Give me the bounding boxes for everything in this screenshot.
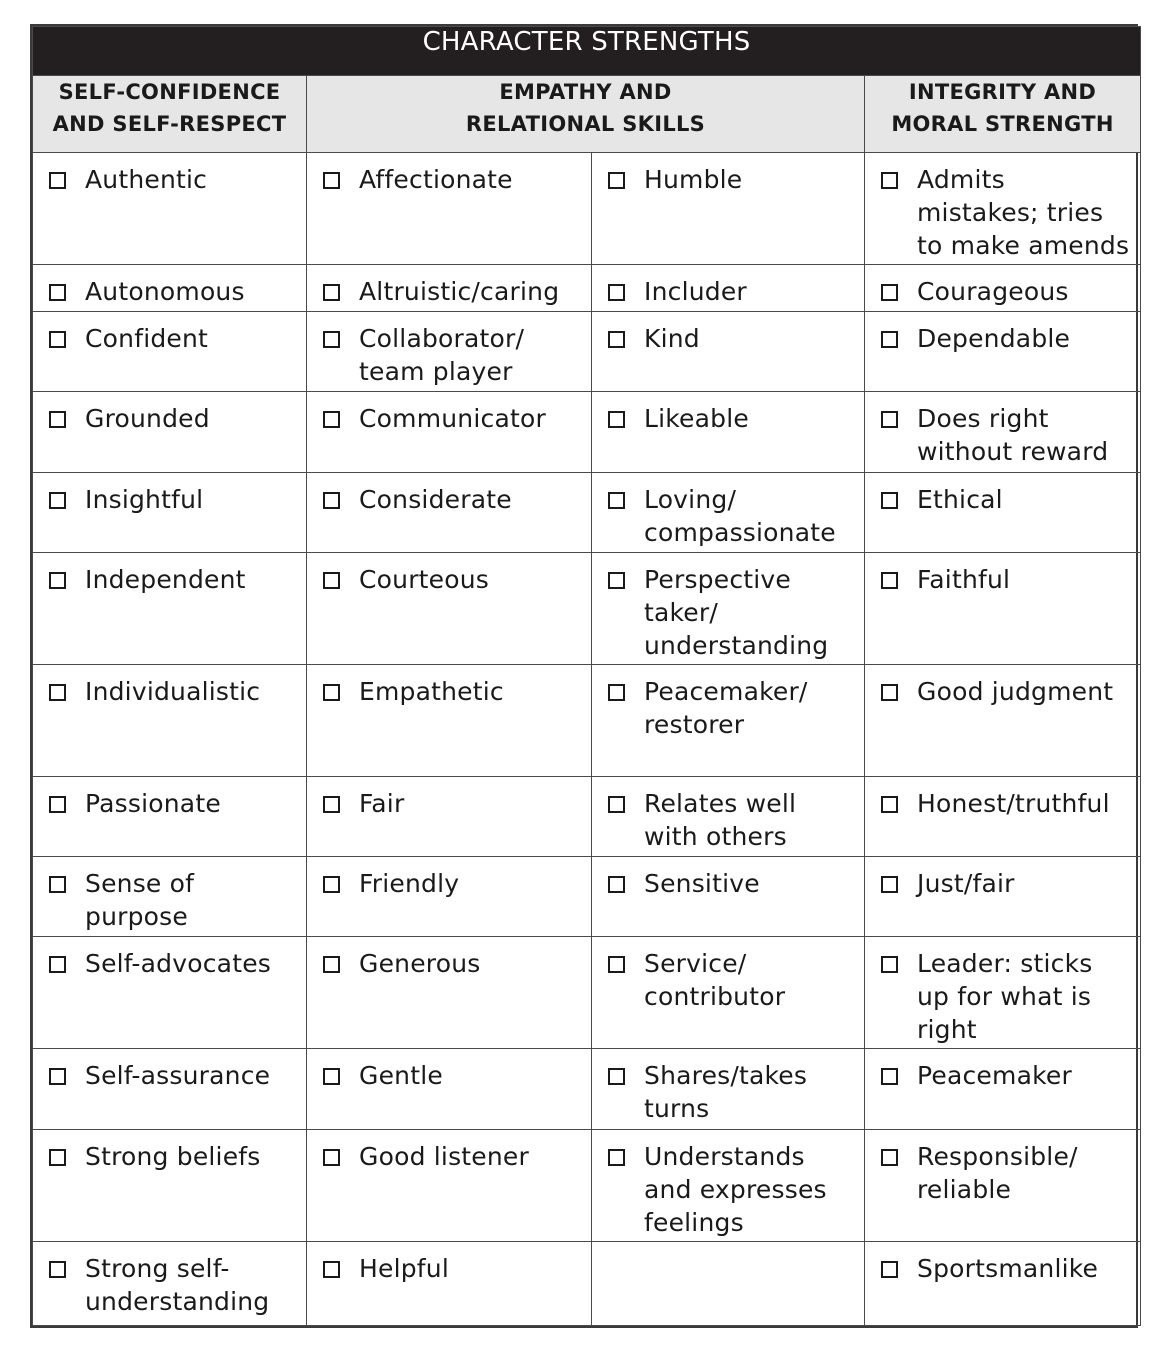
strength-label: Authentic [85, 165, 208, 194]
title-row [33, 27, 1141, 76]
strength-cell-integrity [865, 664, 1141, 776]
strength-item [33, 265, 306, 308]
strength-label: Confident [85, 324, 209, 354]
strength-cell-empathy-b [592, 937, 865, 1049]
strength-label: Collaborator/ team player [359, 324, 525, 387]
table-row [33, 265, 1141, 312]
strength-item [33, 1130, 306, 1173]
strength-cell-empathy-a [307, 857, 592, 937]
strength-item [307, 153, 591, 196]
strength-checkbox[interactable] [881, 492, 898, 509]
column-header-label: SELF-CONFIDENCE AND SELF-RESPECT [52, 80, 287, 136]
strength-cell-empathy-b [592, 1129, 865, 1241]
strength-label: Humble [644, 165, 743, 194]
strength-item [865, 553, 1140, 596]
strength-cell-self-confidence [33, 777, 307, 857]
strength-label: Altruistic/caring [359, 277, 560, 307]
strength-item [307, 1242, 591, 1285]
strength-checkbox[interactable] [323, 876, 340, 893]
strength-checkbox[interactable] [608, 572, 625, 589]
strength-item [865, 312, 1140, 355]
strength-label: Strong beliefs [85, 1141, 261, 1171]
strength-label: Responsible/ reliable [917, 1141, 1078, 1204]
strength-cell-integrity [865, 392, 1141, 472]
strength-checkbox[interactable] [49, 1261, 66, 1278]
strength-label: Understands and expresses feelings [644, 1141, 827, 1237]
strength-checkbox[interactable] [881, 876, 898, 893]
strength-checkbox[interactable] [323, 572, 340, 589]
strength-checkbox[interactable] [608, 956, 625, 973]
strength-label: Independent [85, 564, 246, 594]
strength-label: Good judgment [917, 676, 1114, 706]
strength-checkbox[interactable] [323, 411, 340, 428]
strength-item [307, 553, 591, 596]
strength-cell-empathy-b [592, 312, 865, 392]
strength-label: Considerate [359, 484, 512, 514]
strength-checkbox[interactable] [881, 1261, 898, 1278]
strength-checkbox[interactable] [323, 331, 340, 348]
column-header-self-confidence [33, 76, 307, 153]
table-row [33, 1241, 1141, 1325]
strength-item [592, 937, 864, 1013]
character-strengths-sheet [30, 24, 1138, 1328]
strength-label: Relates well with others [644, 789, 797, 852]
strength-checkbox[interactable] [881, 796, 898, 813]
strength-item [307, 937, 591, 980]
strength-checkbox[interactable] [608, 411, 625, 428]
strength-cell-integrity [865, 1129, 1141, 1241]
strength-checkbox[interactable] [49, 172, 66, 189]
strength-item [865, 1130, 1140, 1206]
strength-item [865, 265, 1140, 308]
strength-label: Shares/takes turns [644, 1061, 808, 1124]
strength-item [307, 665, 591, 708]
strength-label: Sensitive [644, 869, 760, 899]
table-row [33, 392, 1141, 472]
strength-label: Friendly [359, 869, 460, 899]
strength-cell-self-confidence [33, 937, 307, 1049]
strength-item [307, 265, 591, 308]
strength-item [592, 553, 864, 662]
strength-label: Peacemaker [917, 1061, 1072, 1091]
strength-cell-integrity [865, 552, 1141, 664]
strength-cell-empathy-b [592, 857, 865, 937]
strength-cell-empathy-a [307, 552, 592, 664]
strength-item [592, 473, 864, 549]
strength-checkbox[interactable] [49, 331, 66, 348]
strength-item [33, 1049, 306, 1092]
strength-checkbox[interactable] [323, 1149, 340, 1166]
table-row [33, 552, 1141, 664]
strength-label: Peacemaker/ restorer [644, 676, 808, 739]
strength-cell-self-confidence [33, 1129, 307, 1241]
strength-label: Strong self- understanding [85, 1253, 270, 1316]
table-row [33, 664, 1141, 776]
strength-label: Helpful [359, 1253, 449, 1283]
strength-item [307, 312, 591, 388]
table-row [33, 312, 1141, 392]
strength-checkbox[interactable] [881, 572, 898, 589]
strength-item [33, 553, 306, 596]
strength-checkbox[interactable] [323, 172, 340, 189]
strength-cell-self-confidence [33, 153, 307, 265]
strength-cell-self-confidence [33, 1049, 307, 1129]
strength-item [865, 153, 1140, 262]
strength-checkbox[interactable] [608, 1068, 625, 1085]
strength-item [33, 1242, 306, 1318]
strength-cell-self-confidence [33, 1241, 307, 1325]
strength-label: Courteous [359, 564, 490, 594]
strength-rows [33, 153, 1141, 1326]
strength-checkbox[interactable] [881, 411, 898, 428]
strength-checkbox[interactable] [608, 796, 625, 813]
strength-checkbox[interactable] [323, 684, 340, 701]
strength-label: Loving/ compassionate [644, 484, 836, 547]
strength-cell-integrity [865, 857, 1141, 937]
strength-checkbox[interactable] [49, 956, 66, 973]
strength-cell-integrity [865, 472, 1141, 552]
strength-cell-self-confidence [33, 312, 307, 392]
strength-cell-empathy-a [307, 472, 592, 552]
strength-cell-empathy-b [592, 265, 865, 312]
strength-checkbox[interactable] [323, 1068, 340, 1085]
strength-label: Self-assurance [85, 1061, 271, 1091]
strength-label: Just/fair [917, 869, 1015, 899]
strength-label: Sportsmanlike [917, 1253, 1099, 1283]
strength-label: Gentle [359, 1061, 443, 1091]
strength-cell-empathy-a [307, 392, 592, 472]
strength-cell-empathy-b [592, 777, 865, 857]
strength-item [592, 857, 864, 900]
strength-checkbox[interactable] [323, 956, 340, 973]
strength-item [33, 777, 306, 820]
strength-label: Courageous [917, 277, 1069, 307]
strength-cell-empathy-a [307, 1241, 592, 1325]
strength-checkbox[interactable] [323, 796, 340, 813]
strength-label: Generous [359, 949, 481, 979]
strength-item [307, 1049, 591, 1092]
strength-item [592, 265, 864, 308]
strength-label: Likeable [644, 404, 749, 434]
column-header-row [33, 76, 1141, 153]
strength-item [865, 1049, 1140, 1092]
empty-cell [592, 1241, 865, 1325]
strength-item [865, 777, 1140, 820]
strength-cell-empathy-b [592, 153, 865, 265]
strength-cell-empathy-b [592, 1049, 865, 1129]
strength-label: Grounded [85, 404, 210, 434]
table-row [33, 937, 1141, 1049]
strength-cell-integrity [865, 777, 1141, 857]
strength-cell-empathy-a [307, 937, 592, 1049]
strength-cell-integrity [865, 1241, 1141, 1325]
table-row [33, 857, 1141, 937]
strength-cell-empathy-a [307, 664, 592, 776]
strength-cell-self-confidence [33, 392, 307, 472]
strength-item [33, 857, 306, 933]
strength-cell-empathy-b [592, 552, 865, 664]
table-title: CHARACTER STRENGTHS [33, 27, 1141, 76]
column-header-label: EMPATHY AND RELATIONAL SKILLS [465, 80, 706, 136]
strength-checkbox[interactable] [608, 492, 625, 509]
strength-item [307, 777, 591, 820]
strength-cell-empathy-a [307, 153, 592, 265]
strength-checkbox[interactable] [323, 284, 340, 301]
strength-checkbox[interactable] [49, 1149, 66, 1166]
table-row [33, 153, 1141, 265]
strength-cell-integrity [865, 937, 1141, 1049]
strength-label: Includer [644, 277, 747, 307]
strength-checkbox[interactable] [49, 492, 66, 509]
strength-cell-empathy-b [592, 664, 865, 776]
strength-cell-empathy-a [307, 777, 592, 857]
strength-checkbox[interactable] [881, 172, 898, 189]
strength-checkbox[interactable] [608, 284, 625, 301]
strength-checkbox[interactable] [608, 1149, 625, 1166]
strength-checkbox[interactable] [49, 411, 66, 428]
strength-label: Kind [644, 324, 700, 354]
strength-label: Sense of purpose [85, 869, 195, 932]
strength-label: Autonomous [85, 277, 245, 307]
strength-label: Fair [359, 789, 405, 819]
strength-checkbox[interactable] [881, 284, 898, 301]
strength-item [307, 1130, 591, 1173]
strength-checkbox[interactable] [49, 684, 66, 701]
strength-cell-integrity [865, 153, 1141, 265]
strength-label: Dependable [917, 324, 1071, 354]
strength-item [307, 392, 591, 435]
strength-cell-self-confidence [33, 265, 307, 312]
strength-checkbox[interactable] [49, 284, 66, 301]
strength-item [865, 857, 1140, 900]
strength-item [865, 473, 1140, 516]
strength-label: Perspective taker/ understanding [644, 564, 829, 660]
strength-label: Ethical [917, 484, 1003, 514]
strength-cell-empathy-a [307, 1049, 592, 1129]
strength-item [33, 153, 306, 196]
strength-cell-empathy-b [592, 472, 865, 552]
strength-item [592, 312, 864, 355]
strength-label: Empathetic [359, 676, 504, 706]
strength-checkbox[interactable] [608, 876, 625, 893]
strength-cell-empathy-a [307, 1129, 592, 1241]
strength-item [592, 153, 864, 196]
strength-cell-self-confidence [33, 857, 307, 937]
strength-item [33, 392, 306, 435]
strength-cell-empathy-a [307, 265, 592, 312]
strength-label: Individualistic [85, 676, 261, 706]
strength-item [33, 312, 306, 355]
strength-label: Affectionate [359, 165, 513, 194]
strength-checkbox[interactable] [881, 1068, 898, 1085]
strength-label: Passionate [85, 789, 221, 819]
strength-item [865, 665, 1140, 708]
strength-item [33, 665, 306, 708]
strength-label: Does right without reward [917, 404, 1109, 467]
strength-checkbox[interactable] [49, 876, 66, 893]
strength-cell-empathy-a [307, 312, 592, 392]
strength-cell-self-confidence [33, 664, 307, 776]
strength-label: Insightful [85, 484, 204, 514]
strength-item [33, 937, 306, 980]
strength-label: Service/ contributor [644, 949, 786, 1012]
column-header-label: INTEGRITY AND MORAL STRENGTH [891, 80, 1114, 136]
strength-label: Leader: sticks up for what is right [917, 949, 1093, 1045]
strength-label: Communicator [359, 404, 546, 434]
strength-item [33, 473, 306, 516]
strength-checkbox[interactable] [881, 1149, 898, 1166]
strength-checkbox[interactable] [608, 684, 625, 701]
strength-checkbox[interactable] [881, 956, 898, 973]
strength-checkbox[interactable] [323, 492, 340, 509]
strength-item [865, 392, 1140, 468]
table-row [33, 777, 1141, 857]
strength-cell-integrity [865, 312, 1141, 392]
strength-label: Admits mistakes; tries to make amends [917, 165, 1130, 260]
strength-cell-self-confidence [33, 472, 307, 552]
strength-item [592, 392, 864, 435]
strength-checkbox[interactable] [608, 331, 625, 348]
strength-item [307, 857, 591, 900]
table-row [33, 472, 1141, 552]
table-row [33, 1129, 1141, 1241]
column-header-empathy [307, 76, 865, 153]
strength-item [865, 937, 1140, 1046]
strength-cell-self-confidence [33, 552, 307, 664]
strength-label: Self-advocates [85, 949, 272, 979]
strength-checkbox[interactable] [608, 172, 625, 189]
strength-checkbox[interactable] [881, 684, 898, 701]
strength-cell-empathy-b [592, 392, 865, 472]
strength-label: Faithful [917, 564, 1011, 594]
strength-item [592, 1130, 864, 1239]
strength-checkbox[interactable] [49, 1068, 66, 1085]
strength-cell-integrity [865, 265, 1141, 312]
strength-item [592, 665, 864, 741]
strength-checkbox[interactable] [49, 796, 66, 813]
strength-item [592, 1049, 864, 1125]
column-header-integrity [865, 76, 1141, 153]
strength-item [307, 473, 591, 516]
strength-item [592, 777, 864, 853]
strength-label: Good listener [359, 1141, 529, 1171]
strength-checkbox[interactable] [323, 1261, 340, 1278]
strength-item [865, 1242, 1140, 1285]
strength-checkbox[interactable] [49, 572, 66, 589]
table-row [33, 1049, 1141, 1129]
strength-cell-integrity [865, 1049, 1141, 1129]
character-strengths-table [32, 26, 1141, 1326]
strength-checkbox[interactable] [881, 331, 898, 348]
strength-label: Honest/truthful [917, 789, 1110, 819]
